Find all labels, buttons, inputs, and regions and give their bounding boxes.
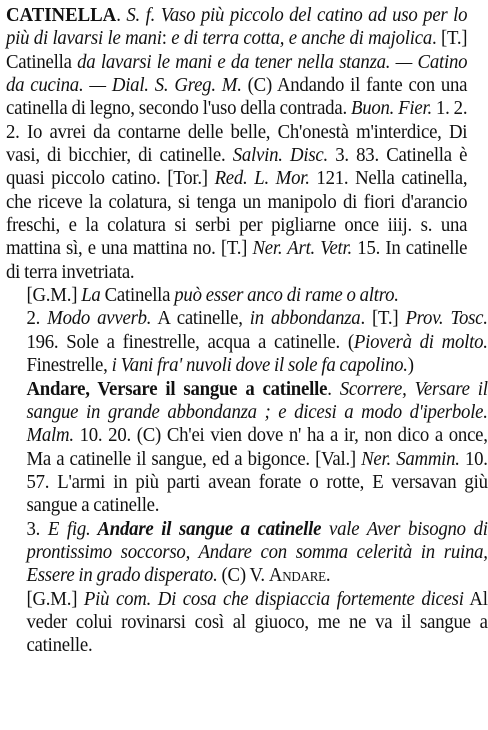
text-run: . [T.] <box>360 307 406 330</box>
source-reference: Buon. Fier. <box>350 97 432 120</box>
source-reference: Ner. Sammin. <box>361 447 460 470</box>
definition-italic: La <box>81 284 101 307</box>
definition-italic: da lavarsi le mani e da tener nella stanza. — Catino da cucina. — Dial. S. Greg. M. <box>6 50 468 97</box>
source-reference: Prov. Tosc. <box>405 307 488 330</box>
citation-text: 10. 57. L'armi in più parti avean forate o rotte, E versavan giù sangue a catinelle. <box>26 447 488 517</box>
citation-text: 3. 83. Catinella è quasi piccolo catino. [Tor.] <box>6 144 468 190</box>
text-run: Catinella <box>100 284 175 307</box>
entry-note-paragraph <box>6 284 488 307</box>
definition-italic: Più com. Di cosa che dispiaccia fortemente dicesi <box>83 587 464 610</box>
definition-italic: e di terra cotta, e anche di majolica <box>171 27 432 50</box>
definition-italic: può esser anco di rame o altro. <box>174 284 399 307</box>
definition-italic: E fig. <box>47 517 91 540</box>
entry-sense-3-paragraph <box>6 518 488 588</box>
headword: CATINELLA <box>6 4 117 26</box>
locution-bold: Andare, Versare il sangue a catinelle <box>26 377 328 400</box>
editor-tag: [G.M.] <box>26 587 84 610</box>
citation-text: (C) Andando il fante con una catinella di legno, secondo l'uso della contrada. <box>6 74 468 120</box>
definition-italic: S. f. Vaso più piccolo del catino ad uso per lo più di lavarsi le mani <box>6 4 468 50</box>
sense-number: 2. <box>26 307 48 330</box>
source-reference: Ner. Art. Vetr. <box>252 237 353 260</box>
citation-text: 121. Nella catinella, che riceve la colatura, si tenga un manipolo di fiori d'arancio freschi, e la colatura si serbi per pigliarne once iiij. s. una mattina sì, e una mattina no. [T.] <box>6 167 468 260</box>
text-run: . <box>325 564 331 587</box>
source-reference: Red. L. Mor. <box>214 167 310 190</box>
citation-text: 10. 20. (C) Ch'ei vien dove n' ha a ir, non dico a once, Ma a catinelle il sangue, ed a bigonce. [Val.] <box>26 424 488 470</box>
definition-italic: Modo avverb. <box>47 307 152 330</box>
text-run: . <box>116 4 127 26</box>
entry-sense-2-paragraph <box>6 307 488 377</box>
text-run: A catinelle, <box>151 307 250 330</box>
entry-usage-paragraph <box>6 588 488 658</box>
text-run: : <box>161 27 172 50</box>
sense-number: 3. <box>26 517 48 540</box>
text-run: ) <box>407 354 414 377</box>
text-run: Finestrelle, <box>26 354 112 377</box>
source-reference: Salvin. Disc. <box>232 144 328 167</box>
text-run: . <box>327 377 340 400</box>
definition-italic: Scorrere, Versare il sangue in grande abbondanza ; e dicesi a modo d'iperbole. <box>26 377 488 423</box>
cross-reference: Andare <box>268 564 326 587</box>
citation-text: 15. In catinelle di terra invetriata. <box>6 237 468 283</box>
editor-tag: [G.M.] <box>26 284 82 307</box>
definition-italic: in abbondanza <box>249 307 361 330</box>
definition-italic: i Vani fra' nuvoli dove il sole fa capolino. <box>111 354 408 377</box>
citation-text: 1. 2. 2. Io avrei da contarne delle belle, Ch'onestà m'interdice, Di vasi, di bicchier, di catinelle. <box>6 97 468 167</box>
definition-italic: Pioverà di molto. <box>353 330 488 353</box>
text-run: . [T.] Catinella <box>6 27 468 73</box>
locution-bold-italic: Andare il sangue a catinelle <box>90 517 322 540</box>
text-run: (C) V. <box>217 564 269 587</box>
entry-definition-paragraph <box>6 4 467 284</box>
citation-text: 196. Sole a finestrelle, acqua a catinelle. ( <box>26 330 354 353</box>
definition-italic: vale Aver bisogno di prontissimo soccorso, Andare con somma celerità in ruina, Essere in grado disperato. <box>26 517 488 587</box>
source-reference: Malm. <box>26 424 74 447</box>
citation-text: Al veder colui rovinarsi così al giuoco, me ne va il sangue a catinelle. <box>26 587 488 657</box>
entry-locution-paragraph <box>6 378 488 518</box>
